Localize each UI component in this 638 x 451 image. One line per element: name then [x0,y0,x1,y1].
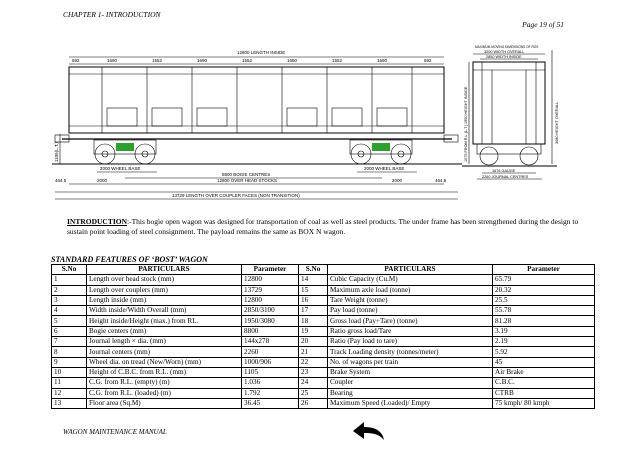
table-row [52,347,595,357]
col-header-sno-2: S.No [299,265,328,275]
cell-particulars: Height inside/Height (max.) from RL. [87,316,242,326]
cell-sno-2: 19 [299,326,328,336]
cell-particulars: Length over head stock (mm) [87,275,242,285]
cell-sno: 1 [52,275,87,285]
table-row [52,337,595,347]
cell-particulars: Journal centers (mm) [87,347,242,357]
wagon-drawing [52,44,595,207]
cell-particulars: C.G. from R.L. (empty) (m) [87,378,242,388]
table-row [52,357,595,367]
col-header-particulars: PARTICULARS [87,265,242,275]
chapter-header: CHAPTER 1- INTRODUCTION [63,10,161,19]
cell-parameter-2: CTRB [493,388,595,398]
table-header-row [52,265,595,275]
cell-particulars: Height of C.B.C. from R.L. (mm) [87,367,242,377]
cell-sno-2: 18 [299,316,328,326]
cell-sno: 12 [52,388,87,398]
left-height-label: 1105(L.T.) [54,142,59,162]
cell-parameter-2: Air Brake [493,367,595,377]
cell-sno-2: 22 [299,357,328,367]
col-header-sno: S.No [52,265,87,275]
over-coupler-label: 13729 LENGTH OVER COUPLER FACES (NON TRANSITION) [172,193,300,198]
cell-parameter-2: C.B.C. [493,378,595,388]
table-body [52,275,595,409]
table-row [52,398,595,408]
cell-particulars-2: Gross load (Pay+Tare) (tonne) [328,316,493,326]
cell-particulars: Journal length × dia. (mm) [87,337,242,347]
cell-sno-2: 23 [299,367,328,377]
cell-parameter-2: 5.92 [493,347,595,357]
top-dim-4: 1690 [197,58,208,63]
cell-sno-2: 20 [299,337,328,347]
top-dim-8: 1690 [377,58,388,63]
dim-right-4645: 464.5 [435,178,447,183]
cell-sno: 11 [52,378,87,388]
cell-particulars: Length over couplers (mm) [87,285,242,295]
table-row [52,295,595,305]
cell-parameter-2: 45 [493,357,595,367]
cell-parameter-2: 65.79 [493,275,595,285]
table-row [52,285,595,295]
cell-parameter: 12800 [242,275,299,285]
cell-sno-2: 16 [299,295,328,305]
height-inside-label: 1950 HEIGHT INSIDE [464,86,468,124]
dim-left-2000: 2000 [97,178,108,183]
cell-particulars: Floor area (Sq.M) [87,398,242,408]
col-header-parameter: Parameter [242,265,299,275]
end-width-overall: 3200 WIDTH OVERALL [484,50,525,54]
cell-parameter-2: 2.19 [493,337,595,347]
cell-parameter: 1950/3080 [242,316,299,326]
cell-sno: 2 [52,285,87,295]
table-title: STANDARD FEATURES OF ‘BOST’ WAGON [51,255,208,264]
cell-particulars-2: Bearing [328,388,493,398]
cell-particulars-2: No. of wagons per train [328,357,493,367]
table-row [52,316,595,326]
cell-parameter-2: 55.78 [493,306,595,316]
cell-sno-2: 26 [299,398,328,408]
page-number: Page 19 of 51 [522,20,564,29]
cell-sno: 3 [52,295,87,305]
cell-sno-2: 25 [299,388,328,398]
wheel-base-left: 2000 WHEEL BASE [100,166,141,171]
cell-sno-2: 21 [299,347,328,357]
rl-label: 1075 FROM R.L.(L.T.) [464,124,468,162]
cell-sno-2: 24 [299,378,328,388]
cell-parameter: 8800 [242,326,299,336]
intro-paragraph [67,217,587,237]
col-header-parameter-2: Parameter [493,265,595,275]
cell-parameter-2: 75 kmph/ 80 kmph [493,398,595,408]
cell-particulars: C.G. from R.L. (loaded) (m) [87,388,242,398]
top-dim-5: 1552 [242,58,253,63]
cell-parameter: 12800 [242,295,299,305]
back-arrow-icon[interactable] [350,420,386,442]
cell-particulars-2: Tare Weight (tonne) [328,295,493,305]
length-inside-label: 12800 LENGTH INSIDE [237,50,286,55]
cell-parameter-2: 20.32 [493,285,595,295]
table-row [52,306,595,316]
cell-sno: 7 [52,337,87,347]
cell-particulars-2: Cubic Capacity (Cu.M) [328,275,493,285]
top-dim-9: 692 [424,58,432,63]
dim-right-2000: 2000 [392,178,403,183]
top-dim-3: 1552 [152,58,163,63]
cell-parameter: 36.45 [242,398,299,408]
over-head-stocks-label: 12800 OVER HEAD STOCKS [217,178,277,183]
gauge-label: 1676 GAUGE [492,169,516,173]
cell-parameter-2: 25.5 [493,295,595,305]
cell-particulars-2: Ratio gross load/Tare [328,326,493,336]
col-header-particulars-2: PARTICULARS [328,265,493,275]
cell-parameter: 13729 [242,285,299,295]
cell-parameter: 2260 [242,347,299,357]
cell-particulars-2: Coupler [328,378,493,388]
cell-parameter-2: 3.19 [493,326,595,336]
top-dim-6: 1690 [287,58,298,63]
cell-particulars-2: Maximum axle load (tonne) [328,285,493,295]
cell-sno-2: 17 [299,306,328,316]
intro-text: :-This bogie open wagon was designed for transportation of coal as well as steel products. The under frame has been strengthened during the design to sustain point loading of steel consignment. The payload remains the same as BOX N wagon. [67,217,579,236]
top-dim-2: 1690 [107,58,118,63]
table-row [52,378,595,388]
end-width-inside: 2850 WIDTH INSIDE [486,55,522,59]
cell-sno: 8 [52,347,87,357]
dim-left-4645: 464.5 [55,178,67,183]
cell-sno-2: 14 [299,275,328,285]
table-row [52,326,595,336]
table-row [52,275,595,285]
cell-particulars: Wheel dia. on tread (New/Worn) (mm) [87,357,242,367]
cell-sno-2: 15 [299,285,328,295]
journal-centres-label: 2260 JOURNAL CENTRES [482,175,529,179]
cell-parameter: 144x278 [242,337,299,347]
bogie-centres-label: 8800 BOGIE CENTRES [222,172,271,177]
cell-sno: 4 [52,306,87,316]
cell-parameter: 1.036 [242,378,299,388]
cell-sno: 10 [52,367,87,377]
top-dim-1: 692 [72,58,80,63]
cell-parameter-2: 81.28 [493,316,595,326]
cell-particulars-2: Brake System [328,367,493,377]
cell-sno: 9 [52,357,87,367]
cell-particulars: Length inside (mm) [87,295,242,305]
cell-sno: 5 [52,316,87,326]
cell-parameter: 2850/3100 [242,306,299,316]
cell-sno: 13 [52,398,87,408]
cell-parameter: 1105 [242,367,299,377]
cell-particulars-2: Maximum Speed (Loaded)/ Empty [328,398,493,408]
intro-label: INTRODUCTION [67,217,128,226]
end-note: MAXIMUM MOVING DIMENSIONS OF ROS [475,45,539,49]
cell-parameter: 1000/906 [242,357,299,367]
cell-parameter: 1.792 [242,388,299,398]
features-table [51,264,595,409]
height-overall-label: 3080 HEIGHT OVERALL [555,101,559,144]
cell-particulars: Width inside/Width Overall (mm) [87,306,242,316]
cell-particulars-2: Track Loading density (tonnes/meter) [328,347,493,357]
cell-sno: 6 [52,326,87,336]
table-row [52,367,595,377]
footer-manual-title: WAGON MAINTENANCE MANUAL [63,428,167,436]
table-row [52,388,595,398]
wheel-base-right: 2000 WHEEL BASE [364,166,405,171]
cell-particulars-2: Pay load (tonne) [328,306,493,316]
cell-particulars: Bogie centers (mm) [87,326,242,336]
top-dim-7: 1552 [332,58,343,63]
cell-particulars-2: Ratio (Pay load to tare) [328,337,493,347]
